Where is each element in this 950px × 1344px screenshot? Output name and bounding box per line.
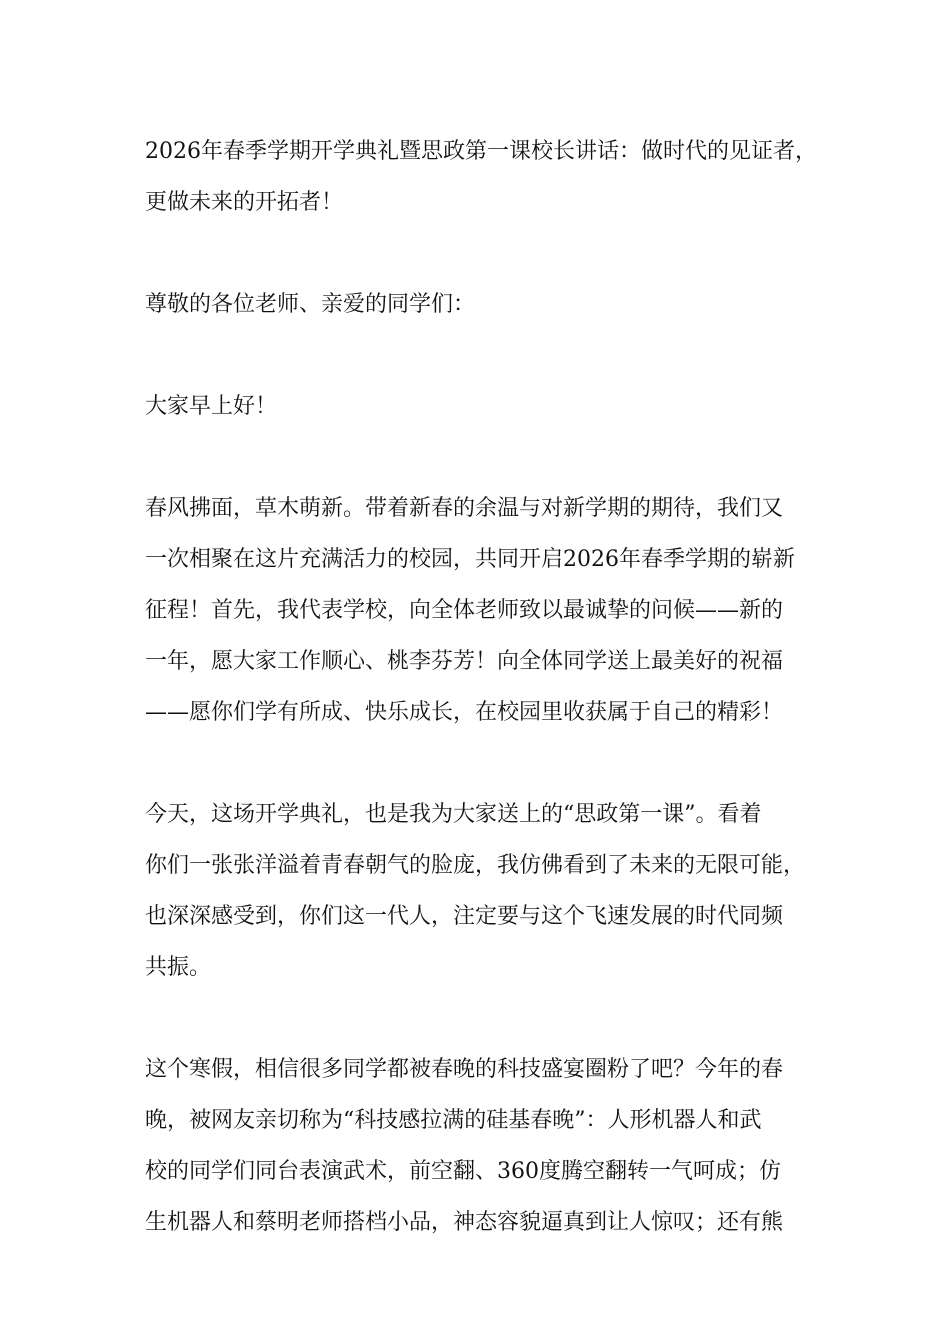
paragraph-spring-gala (145, 1044, 825, 1248)
paragraph-line: 今天，这场开学典礼，也是我为大家送上的“思政第一课”。看着 (145, 802, 762, 827)
salutation (145, 279, 825, 330)
paragraph-first-lesson (145, 789, 825, 993)
paragraph-line: 共振。 (145, 955, 212, 980)
document-body (145, 126, 825, 1299)
title-line: 更做未来的开拓者！ (145, 190, 344, 215)
paragraph-line: 征程！首先，我代表学校，向全体老师致以最诚挚的问候——新的 (145, 598, 784, 623)
paragraph-line: 一次相聚在这片充满活力的校园，共同开启2026年春季学期的崭新 (145, 547, 795, 572)
paragraph-line: ——愿你们学有所成、快乐成长，在校园里收获属于自己的精彩！ (145, 700, 784, 725)
paragraph-line: 你们一张张洋溢着青春朝气的脸庞，我仿佛看到了未来的无限可能， (145, 853, 806, 878)
paragraph-line: 晚，被网友亲切称为“科技感拉满的硅基春晚”：人形机器人和武 (145, 1108, 762, 1133)
paragraph-line: 校的同学们同台表演武术，前空翻、360度腾空翻转一气呵成；仿 (145, 1159, 781, 1184)
paragraph-opening (145, 483, 825, 738)
paragraph-line: 这个寒假，相信很多同学都被春晚的科技盛宴圈粉了吧？今年的春 (145, 1057, 784, 1082)
paragraph-line: 也深深感受到，你们这一代人，注定要与这个飞速发展的时代同频 (145, 904, 784, 929)
greeting (145, 381, 825, 432)
paragraph-line: 生机器人和蔡明老师搭档小品，神态容貌逼真到让人惊叹；还有熊 (145, 1210, 784, 1235)
title-line: 2026年春季学期开学典礼暨思政第一课校长讲话：做时代的见证者， (145, 139, 817, 164)
document-title (145, 126, 825, 228)
paragraph-line: 春风拂面，草木萌新。带着新春的余温与对新学期的期待，我们又 (145, 496, 784, 521)
greeting-text: 大家早上好！ (145, 394, 278, 419)
paragraph-line: 一年，愿大家工作顺心、桃李芬芳！向全体同学送上最美好的祝福 (145, 649, 784, 674)
salutation-text: 尊敬的各位老师、亲爱的同学们： (145, 292, 476, 317)
